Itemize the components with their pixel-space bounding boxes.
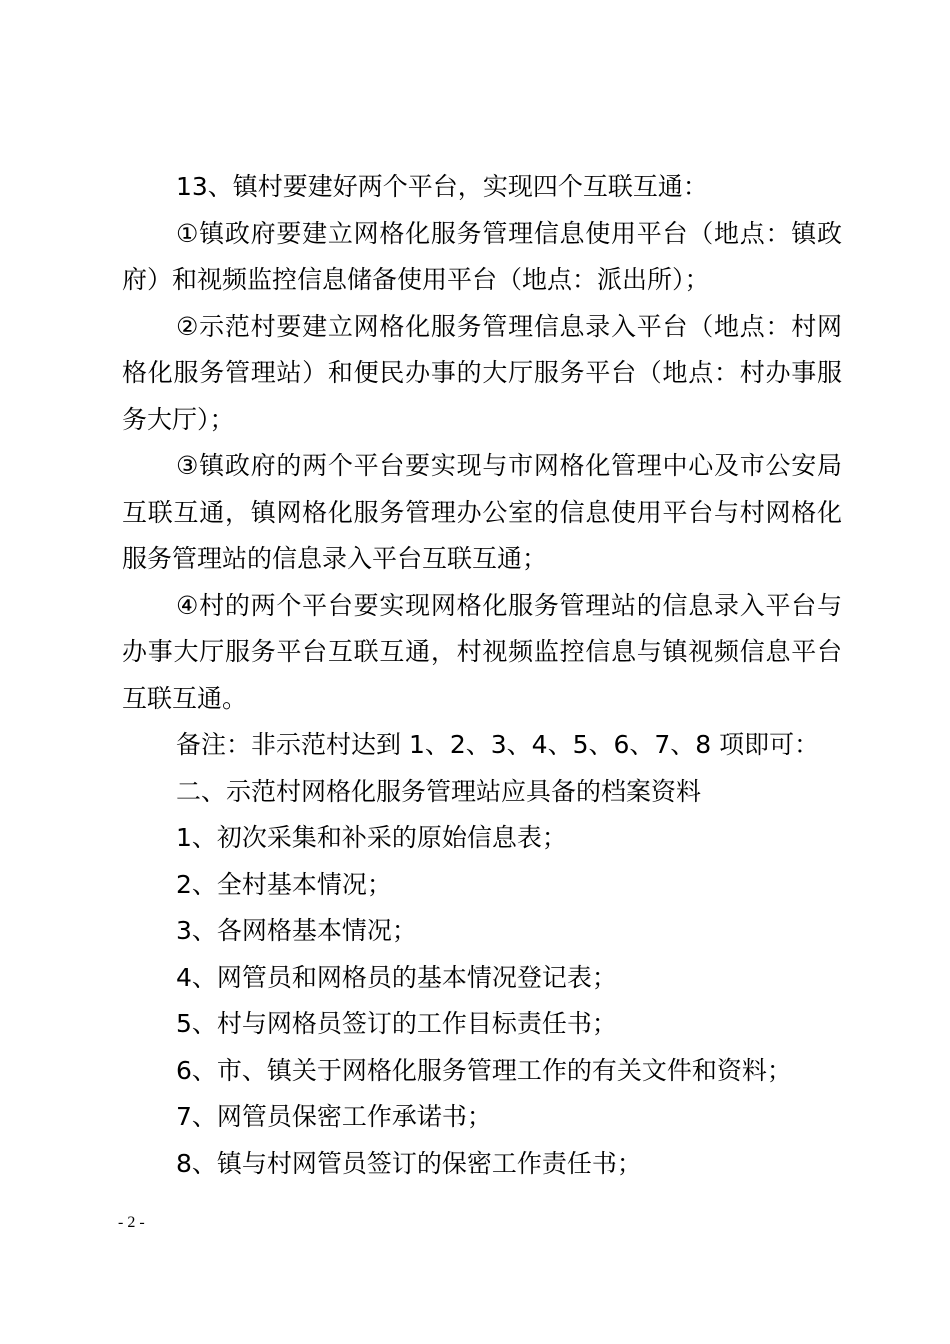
remark-paragraph: 备注：非示范村达到 1、2、3、4、5、6、7、8 项即可： — [176, 730, 820, 759]
section-heading: 二、示范村网格化服务管理站应具备的档案资料 — [176, 776, 702, 806]
list-item: 7、网管员保密工作承诺书； — [176, 1102, 492, 1131]
list-item: 5、村与网格员签订的工作目标责任书； — [176, 1009, 617, 1038]
paragraph-subitem-4: ④村的两个平台要实现网格化服务管理站的信息录入平台与办事大厅服务平台互联互通，村视频监控信息与镇视频信息平台互联互通。 — [122, 590, 842, 713]
paragraph-item-13: 13、镇村要建好两个平台，实现四个互联互通： — [176, 172, 708, 201]
list-item: 1、初次采集和补采的原始信息表； — [176, 823, 567, 852]
paragraph-subitem-3: ③镇政府的两个平台要实现与市网格化管理中心及市公安局互联互通，镇网格化服务管理办公室的信息使用平台与村网格化服务管理站的信息录入平台互联互通； — [122, 451, 842, 573]
list-item: 2、全村基本情况； — [176, 869, 392, 899]
document-body — [122, 164, 842, 1187]
page-number: - 2 - — [118, 1214, 145, 1231]
list-item: 4、网管员和网格员的基本情况登记表； — [176, 962, 617, 992]
paragraph-subitem-1: ①镇政府要建立网格化服务管理信息使用平台（地点：镇政府）和视频监控信息储备使用平台（地点：派出所）； — [122, 218, 842, 294]
list-item: 8、镇与村网管员签订的保密工作责任书； — [176, 1148, 642, 1178]
list-item: 3、各网格基本情况； — [176, 916, 417, 945]
list-item: 6、市、镇关于网格化服务管理工作的有关文件和资料； — [176, 1055, 792, 1085]
paragraph-subitem-2: ②示范村要建立网格化服务管理信息录入平台（地点：村网格化服务管理站）和便民办事的大厅服务平台（地点：村办事服务大厅）； — [122, 311, 842, 434]
